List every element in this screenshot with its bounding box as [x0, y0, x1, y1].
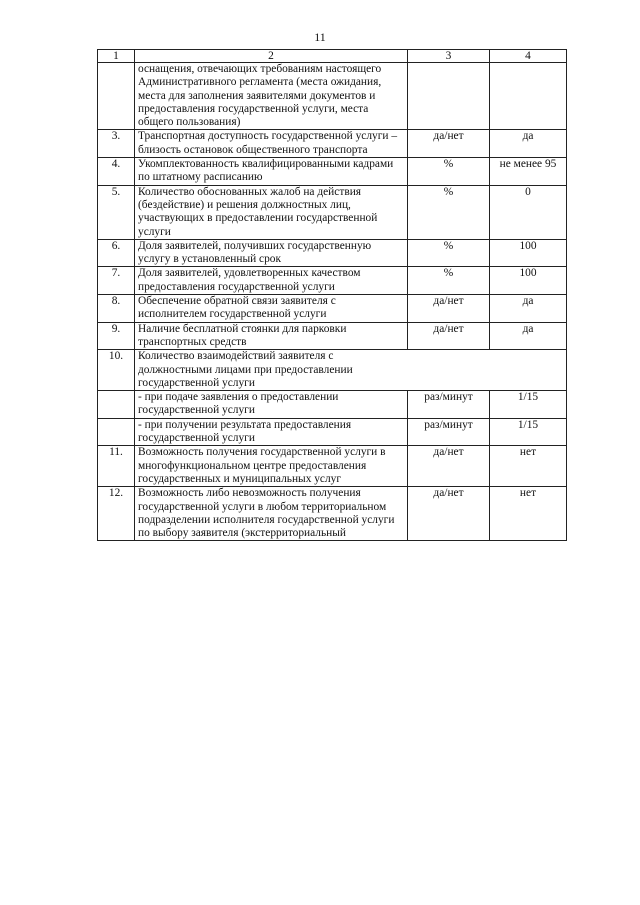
- row-description: Доля заявителей, удовлетворенных качеством предоставления государственной услуги: [135, 267, 408, 295]
- row-unit: раз/минут: [408, 418, 490, 446]
- table-row: [98, 267, 567, 295]
- row-number: 8.: [98, 295, 135, 323]
- row-description: Транспортная доступность государственной услуги – близость остановок общественного транспорта: [135, 130, 408, 158]
- row-unit: %: [408, 239, 490, 267]
- table-row: [98, 63, 567, 130]
- row-number: 5.: [98, 185, 135, 239]
- quality-indicators-table: [97, 49, 567, 541]
- row-unit: [408, 63, 490, 130]
- row-description: - при получении результата предоставления государственной услуги: [135, 418, 408, 446]
- row-unit: да/нет: [408, 322, 490, 350]
- row-number: 4.: [98, 158, 135, 186]
- row-unit: раз/минут: [408, 391, 490, 419]
- row-description: - при подаче заявления о предоставлении государственной услуги: [135, 391, 408, 419]
- row-description: Возможность получения государственной услуги в многофункциональном центре предоставления государственных и муниципальных услуг: [135, 446, 408, 487]
- header-col-2: 2: [135, 50, 408, 63]
- row-number: 12.: [98, 487, 135, 541]
- row-unit: да/нет: [408, 446, 490, 487]
- row-description: Доля заявителей, получивших государственную услугу в установленный срок: [135, 239, 408, 267]
- row-description: Количество взаимодействий заявителя с должностными лицами при предоставлении государственной услуги: [135, 350, 408, 391]
- row-description: Наличие бесплатной стоянки для парковки транспортных средств: [135, 322, 408, 350]
- row-unit: да/нет: [408, 487, 490, 541]
- row-value: [490, 350, 567, 391]
- table-row: [98, 130, 567, 158]
- row-description: Обеспечение обратной связи заявителя с исполнителем государственной услуги: [135, 295, 408, 323]
- row-value: да: [490, 295, 567, 323]
- row-unit: да/нет: [408, 130, 490, 158]
- row-description: Возможность либо невозможность получения государственной услуги в любом территориальном подразделении исполнителя государственной услуги по выбору заявителя (экстерриториальный: [135, 487, 408, 541]
- table-row: [98, 185, 567, 239]
- row-number: [98, 63, 135, 130]
- row-value: не менее 95: [490, 158, 567, 186]
- row-value: 0: [490, 185, 567, 239]
- row-value: 1/15: [490, 391, 567, 419]
- row-value: 100: [490, 267, 567, 295]
- header-col-1: 1: [98, 50, 135, 63]
- row-description: Количество обоснованных жалоб на действия (бездействие) и решения должностных лиц, участвующих в предоставлении государственной услуги: [135, 185, 408, 239]
- header-col-3: 3: [408, 50, 490, 63]
- row-number: 10.: [98, 350, 135, 391]
- table-row: [98, 418, 567, 446]
- row-value: нет: [490, 446, 567, 487]
- row-unit: [408, 350, 490, 391]
- table-row: [98, 322, 567, 350]
- table-header-row: [98, 50, 567, 63]
- page-number: 11: [314, 30, 326, 44]
- row-value: да: [490, 130, 567, 158]
- row-value: нет: [490, 487, 567, 541]
- table-row: [98, 446, 567, 487]
- row-description: оснащения, отвечающих требованиям настоящего Административного регламента (места ожидания, места для заполнения заявителями документов и предоставления государственной услуги, места общего пользования): [135, 63, 408, 130]
- row-number: 7.: [98, 267, 135, 295]
- row-value: да: [490, 322, 567, 350]
- table-row: [98, 158, 567, 186]
- row-value: [490, 63, 567, 130]
- table-row: [98, 350, 567, 391]
- row-description: Укомплектованность квалифицированными кадрами по штатному расписанию: [135, 158, 408, 186]
- row-value: 100: [490, 239, 567, 267]
- table-row: [98, 239, 567, 267]
- row-unit: %: [408, 267, 490, 295]
- header-col-4: 4: [490, 50, 567, 63]
- row-unit: %: [408, 158, 490, 186]
- row-number: 11.: [98, 446, 135, 487]
- row-unit: %: [408, 185, 490, 239]
- row-number: 6.: [98, 239, 135, 267]
- row-number: [98, 418, 135, 446]
- row-number: 3.: [98, 130, 135, 158]
- table-row: [98, 295, 567, 323]
- row-number: 9.: [98, 322, 135, 350]
- table-row: [98, 487, 567, 541]
- row-number: [98, 391, 135, 419]
- row-value: 1/15: [490, 418, 567, 446]
- table-row: [98, 391, 567, 419]
- row-unit: да/нет: [408, 295, 490, 323]
